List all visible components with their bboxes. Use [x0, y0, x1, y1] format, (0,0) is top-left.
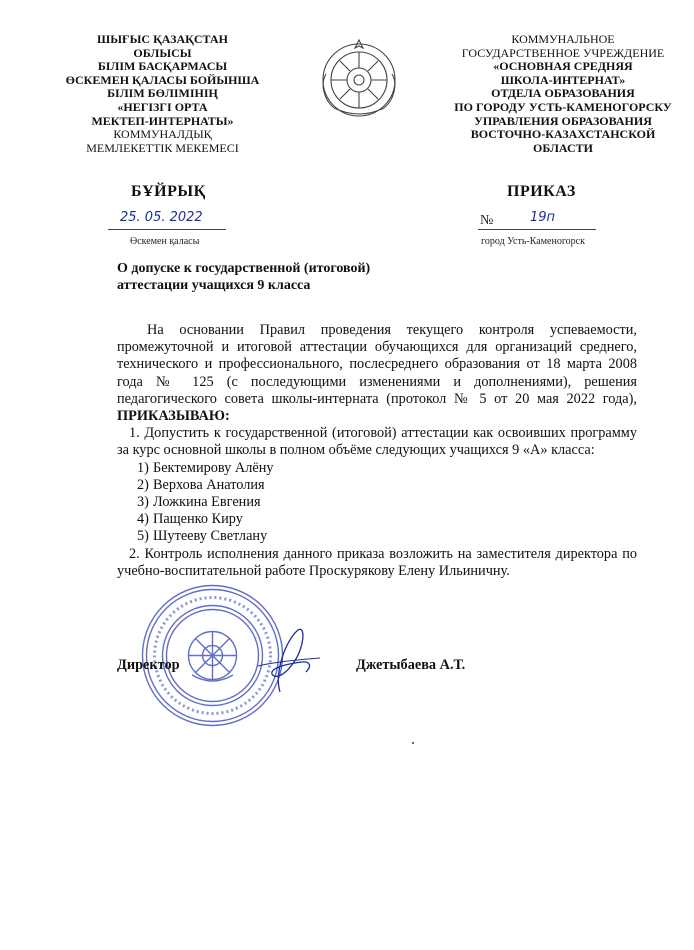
subject-line: О допуске к государственной (итоговой): [117, 261, 371, 276]
header-left-line: МЕКТЕП-ИНТЕРНАТЫ»: [91, 113, 234, 128]
header-right-line: «ОСНОВНАЯ СРЕДНЯЯ: [493, 59, 633, 74]
order-keyword: ПРИКАЗЫВАЮ:: [117, 408, 230, 425]
signature-icon: [250, 622, 330, 702]
header-left-line: «НЕГІЗГІ ОРТА: [117, 99, 208, 114]
number-underline: [478, 229, 596, 230]
handwritten-number: 19п: [530, 210, 556, 225]
city-ru: город Усть-Каменогорск: [481, 236, 585, 247]
header-left-line: ӨСКЕМЕН ҚАЛАСЫ БОЙЫНША: [65, 72, 260, 87]
item-2-paragraph: 2. Контроль исполнения данного приказа возложить на заместителя директора по учебно-воспитательной работе Проскурякову Елену Ильиничну.: [117, 545, 637, 579]
order-subject: [117, 260, 370, 294]
preamble-paragraph: [117, 322, 637, 425]
header-right-line: ПО ГОРОДУ УСТЬ-КАМЕНОГОРСКУ: [454, 99, 672, 114]
list-item: 2) Верхова Анатолия: [137, 476, 265, 493]
title-kz: БҰЙРЫҚ: [131, 183, 206, 200]
header-right-line: ШКОЛА-ИНТЕРНАТ»: [500, 72, 626, 87]
header-left-line: МЕМЛЕКЕТТІК МЕКЕМЕСІ: [86, 140, 239, 155]
city-kz: Өскемен қаласы: [130, 236, 200, 247]
header-left-line: ОБЛЫСЫ: [133, 45, 192, 60]
handwritten-date: 25. 05. 2022: [120, 210, 203, 225]
item-1-paragraph: 1. Допустить к государственной (итоговой) аттестации как освоивших программу за курс основной школы в полном объёме следующих учащихся 9 «А» класса:: [117, 425, 637, 459]
header-left-line: ШЫҒЫС ҚАЗАҚСТАН: [97, 32, 228, 46]
date-underline: [108, 229, 226, 230]
order-body: [117, 322, 637, 580]
list-item: 5) Шутееву Светлану: [137, 528, 268, 545]
header-right-line: УПРАВЛЕНИЯ ОБРАЗОВАНИЯ: [474, 113, 652, 128]
list-item: 1) Бектемирову Алёну: [137, 459, 274, 476]
header-left-line: БІЛІМ БАСҚАРМАСЫ: [97, 59, 228, 74]
subject-line: аттестации учащихся 9 класса: [117, 278, 311, 293]
header-right-ru: [438, 33, 688, 155]
list-item: 3) Ложкина Евгения: [137, 494, 261, 511]
header-left-line: БІЛІМ БӨЛІМІНІҢ: [107, 86, 218, 101]
student-list: [117, 460, 637, 546]
scan-speck: [412, 742, 414, 744]
director-role: Директор: [117, 657, 180, 673]
header-left-kz: [55, 33, 270, 155]
header-left-line: КОММУНАЛДЫҚ: [113, 127, 212, 142]
header-right-line: КОММУНАЛЬНОЕ: [511, 32, 615, 46]
number-label: №: [480, 213, 494, 228]
list-item: 4) Пащенко Киру: [137, 511, 243, 528]
header-right-line: ВОСТОЧНО-КАЗАХСТАНСКОЙ: [470, 127, 656, 142]
preamble-text: На основании Правил проведения текущего контроля успеваемости, промежуточной и итоговой аттестации обучающихся для организаций среднего, технического и профессионального, послесреднего образования от 18 марта 2008 года № 125 (с последующими изменениями и дополнениями), решения педагогического совета школы-интерната (протокол № 5 от 20 мая 2022 года),: [117, 322, 637, 407]
title-ru: ПРИКАЗ: [507, 183, 576, 200]
header-right-line: ОБЛАСТИ: [533, 140, 593, 155]
state-emblem-icon: [318, 34, 400, 120]
header-right-line: ГОСУДАРСТВЕННОЕ УЧРЕЖДЕНИЕ: [461, 45, 665, 60]
header-right-line: ОТДЕЛА ОБРАЗОВАНИЯ: [491, 86, 635, 101]
director-name: Джетыбаева А.Т.: [356, 657, 466, 673]
